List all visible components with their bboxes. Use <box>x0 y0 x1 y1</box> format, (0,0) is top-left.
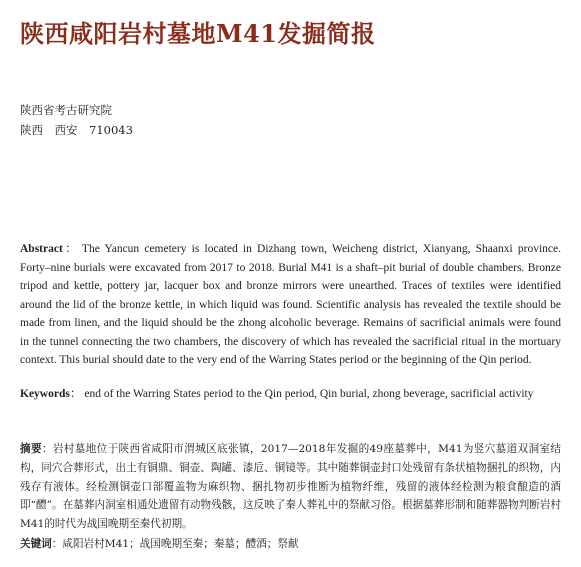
abstract-en-label: Abstract <box>20 243 63 255</box>
english-abstract <box>20 240 561 370</box>
abstract-en-text: The Yancun cemetery is located in Dizhang town, Weicheng district, Xianyang, Shaanxi province. Forty–nine burials were excavated from 2017 to 2018. Burial M41 is a shaft–pit burial of double chambers. Bronze tripod and kettle, pottery jar, lacquer box and bronze mirrors were unearthed. Traces of textiles were identified around the lid of the bronze kettle, in which liquid was found. Scientific analysis has revealed the textile should be made from linen, and the liquid should be the zhong alcoholic beverage. Remains of sacrificial animals were found in the tunnel connecting the two chambers, the discovery of which has revealed the sacrificial ritual in the mortuary context. This burial should date to the very end of the Warring States period or the beginning of the Qin period. <box>20 243 561 366</box>
author-affiliation <box>20 100 133 140</box>
affiliation-institute: 陕西省考古研究院 <box>20 103 112 117</box>
keywords-en-colon: ： <box>69 388 82 400</box>
chinese-keywords <box>20 535 561 554</box>
abstract-en-colon: ： <box>62 243 79 255</box>
keywords-zh-label: 关键词 <box>20 538 52 550</box>
keywords-zh-text: 咸阳岩村M41；战国晚期至秦；秦墓；醴酒；祭献 <box>62 538 299 550</box>
abstract-zh-label: 摘要 <box>20 443 42 455</box>
keywords-en-text: end of the Warring States period to the Qin period, Qin burial, zhong beverage, sacrificial activity <box>84 388 534 400</box>
keywords-zh-colon: ： <box>51 538 63 550</box>
chinese-abstract <box>20 440 561 534</box>
abstract-zh-colon: ： <box>41 443 53 455</box>
abstract-zh-text: 岩村墓地位于陕西省咸阳市渭城区底张镇，2017—2018年发掘的49座墓葬中，M41为竖穴墓道双洞室结构，同穴合葬形式，出土有铜鼎、铜壶、陶罐、漆卮、铜镜等。其中随葬铜壶封口处残留有条状植物捆扎的织物，内残存有液体。经检测铜壶口部覆盖物为麻织物、捆扎物初步推断为植物纤维，残留的液体经检测为粮食酿造的酒即“醴”。在墓葬内洞室相通处遗留有动物残骸，这反映了秦人葬礼中的祭献习俗。根据墓葬形制和随葬器物判断岩村M41的时代为战国晚期至秦代初期。 <box>20 443 562 531</box>
article-title: 陕西咸阳岩村墓地M41发掘简报 <box>20 19 376 48</box>
affiliation-location: 陕西 西安 710043 <box>20 123 133 137</box>
english-keywords <box>20 385 561 404</box>
keywords-en-label: Keywords <box>20 388 70 400</box>
